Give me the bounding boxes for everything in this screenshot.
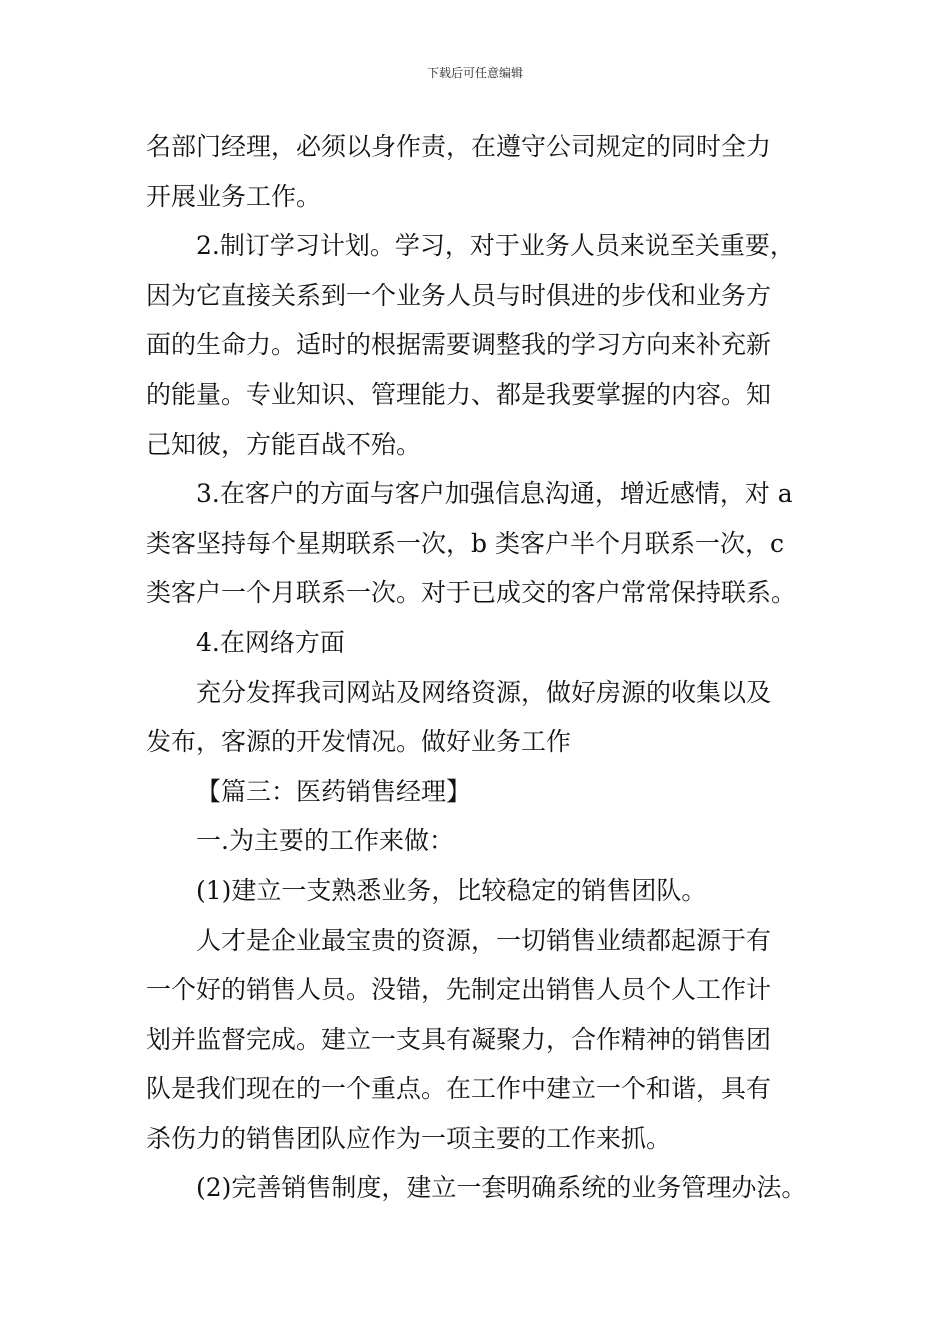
text-line: 划并监督完成。建立一支具有凝聚力，合作精神的销售团: [146, 1024, 772, 1054]
text-line: 发布，客源的开发情况。做好业务工作: [146, 727, 572, 757]
text-line: (1)建立一支熟悉业务，比较稳定的销售团队。: [196, 875, 707, 905]
text-line: 开展业务工作。: [146, 181, 322, 211]
text-line: 充分发挥我司网站及网络资源，做好房源的收集以及: [196, 677, 772, 707]
text-line: 面的生命力。适时的根据需要调整我的学习方向来补充新: [146, 330, 772, 360]
text-line: 队是我们现在的一个重点。在工作中建立一个和谐，具有: [146, 1074, 772, 1104]
text-line: 3.在客户的方面与客户加强信息沟通，增近感情，对 a: [196, 479, 793, 509]
body-text: [146, 122, 826, 1213]
text-line: 人才是企业最宝贵的资源，一切销售业绩都起源于有: [196, 925, 772, 955]
text-line: 一个好的销售人员。没错，先制定出销售人员个人工作计: [146, 975, 772, 1005]
text-line: 名部门经理，必须以身作责，在遵守公司规定的同时全力: [146, 132, 772, 161]
text-line: 一.为主要的工作来做：: [196, 826, 454, 856]
text-line: 因为它直接关系到一个业务人员与时俱进的步伐和业务方: [146, 280, 772, 310]
text-line: 杀伤力的销售团队应作为一项主要的工作来抓。: [146, 1123, 672, 1153]
text-line: 类客户一个月联系一次。对于已成交的客户常常保持联系。: [146, 578, 797, 608]
text-line: (2)完善销售制度，建立一套明确系统的业务管理办法。: [196, 1173, 807, 1203]
section-heading: 【篇三：医药销售经理】: [196, 776, 472, 806]
text-line: 2.制订学习计划。学习，对于业务人员来说至关重要，: [196, 231, 795, 261]
text-line: 4.在网络方面: [196, 627, 345, 657]
text-line: 类客坚持每个星期联系一次，b 类客户半个月联系一次，c: [146, 528, 784, 558]
text-line: 的能量。专业知识、管理能力、都是我要掌握的内容。知: [146, 379, 772, 409]
text-line: 己知彼，方能百战不殆。: [146, 429, 422, 459]
header-note: 下载后可任意编辑: [426, 66, 523, 80]
